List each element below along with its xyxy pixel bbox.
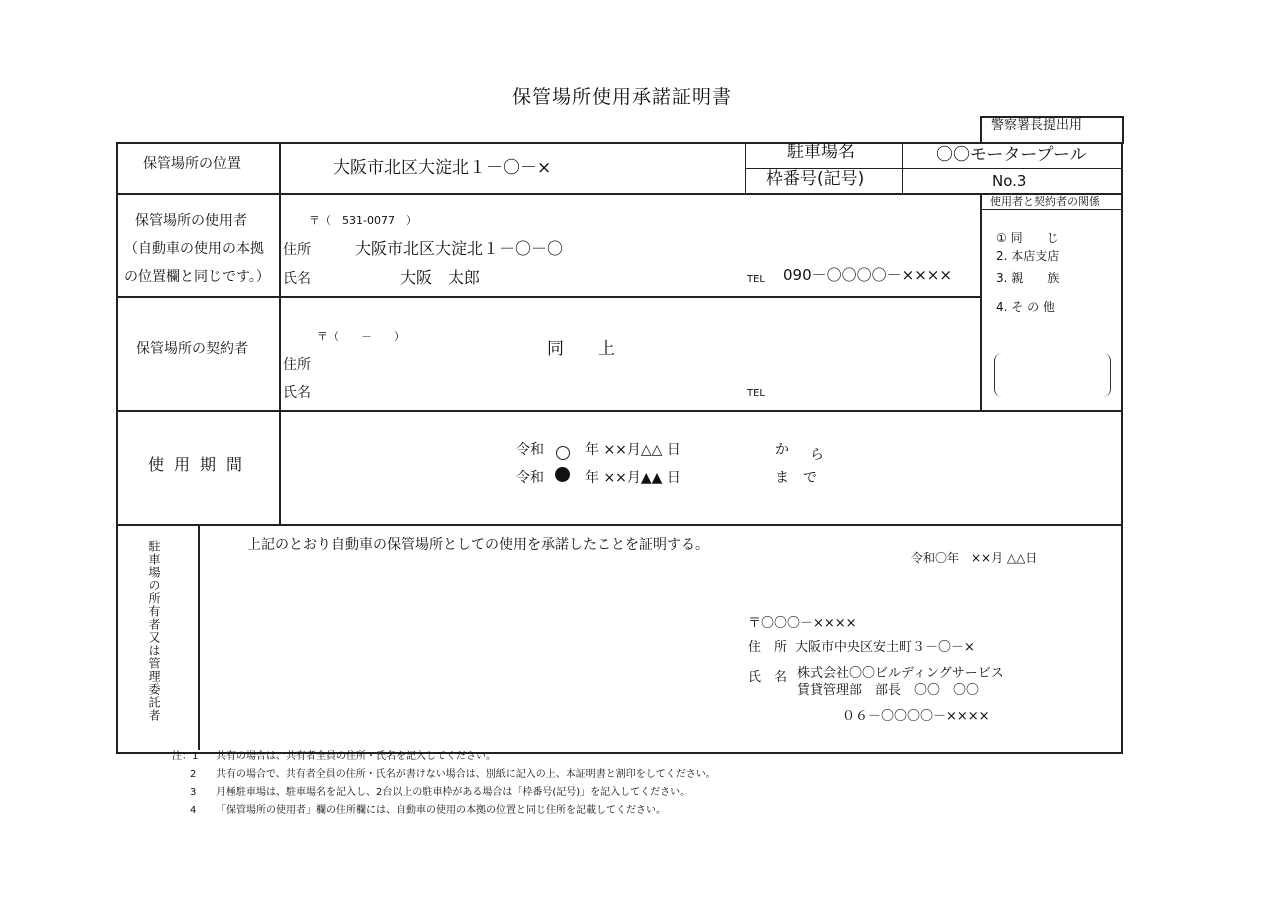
period-label: 使用期間 (148, 455, 253, 474)
parking-name-label: 駐車場名 (787, 142, 855, 162)
note-4: 「保管場所の使用者」欄の住所欄には、自動車の使用の本拠の位置と同じ住所を記載してください。 (216, 805, 666, 816)
owner-side-label: 駐車場の所有者又は管理委託者 (147, 540, 161, 722)
period-end-era: 令和 (516, 470, 544, 486)
slot-number-value: No.3 (992, 172, 1027, 190)
filled-circle-icon (555, 467, 570, 482)
note-3: 月極駐車場は、駐車場名を記入し、2台以上の駐車枠がある場合は「枠番号(記号)」を記入してください。 (216, 787, 691, 798)
user-address-value: 大阪市北区大淀北１－〇－〇 (355, 239, 564, 258)
contractor-tel-label: TEL (747, 388, 765, 399)
relation-item-same: ① 同 じ (996, 231, 1059, 245)
note-number-3: 3 (190, 787, 197, 798)
owner-name-label: 氏 名 (748, 670, 788, 685)
note-number-4: 4 (190, 805, 197, 816)
owner-tel-value: ０６－〇〇〇〇－×××× (842, 709, 990, 724)
user-postal: 〒（ 531-0077 ） (309, 214, 417, 227)
owner-address-label: 住 所 (748, 640, 788, 655)
user-label-line1: 保管場所の使用者 (135, 213, 247, 229)
note-number-2: 2 (190, 769, 197, 780)
document-title: 保管場所使用承諾証明書 (512, 86, 733, 108)
user-label-line2: （自動車の使用の本拠 (124, 241, 264, 257)
period-start-suffix2: ら (810, 447, 824, 463)
contractor-same-as: 同 上 (547, 339, 615, 359)
other-relation-bracket (994, 353, 1111, 397)
owner-statement: 上記のとおり自動車の保管場所としての使用を承諾したことを証明する。 (247, 537, 709, 553)
period-start-date: 年 ××月△△ 日 (585, 442, 681, 458)
contractor-postal: 〒（ － ） (317, 330, 405, 343)
owner-date: 令和〇年 ××月 △△日 (911, 551, 1038, 565)
user-label-line3: の位置欄と同じです。） (124, 269, 270, 285)
user-address-label: 住所 (283, 242, 311, 258)
contractor-label: 保管場所の契約者 (136, 341, 248, 357)
notes-prefix: 注：1 (172, 751, 199, 762)
relation-item-other: 4. そ の 他 (996, 300, 1055, 314)
owner-name-company: 株式会社〇〇ビルディングサービス (797, 666, 1004, 681)
note-2: 共有の場合で、共有者全員の住所・氏名が書けない場合は、別紙に記入の上、本証明書と割印をしてください。 (216, 769, 716, 780)
owner-address-value: 大阪市中央区安土町３－〇－× (795, 640, 975, 655)
open-circle-icon (556, 446, 570, 460)
user-name-value: 大阪 太郎 (400, 268, 481, 287)
user-tel-label: TEL (747, 274, 765, 285)
submission-stamp-label: 警察署長提出用 (991, 118, 1083, 133)
location-value: 大阪市北区大淀北１－〇－× (333, 158, 552, 178)
owner-name-person: 賃貸管理部 部長 〇〇 〇〇 (797, 683, 980, 698)
relation-header: 使用者と契約者の関係 (990, 195, 1100, 208)
relation-item-relative: 3. 親 族 (996, 271, 1060, 285)
parking-name-value: 〇〇モータープール (936, 145, 1087, 165)
relation-item-branch: 2. 本店支店 (996, 249, 1060, 263)
note-1: 共有の場合は、共有者全員の住所・氏名を記入してください。 (216, 751, 496, 762)
user-tel-value: 090－〇〇〇〇－×××× (783, 266, 952, 284)
period-end-date: 年 ××月▲▲ 日 (585, 470, 681, 486)
location-label: 保管場所の位置 (143, 156, 241, 172)
contractor-name-label: 氏名 (283, 385, 311, 401)
period-start-era: 令和 (516, 442, 544, 458)
period-start-suffix: か (775, 442, 789, 458)
period-end-suffix: ま で (775, 470, 817, 486)
slot-number-label: 枠番号(記号) (766, 169, 865, 189)
contractor-address-label: 住所 (283, 357, 311, 373)
owner-postal: 〒〇〇〇－×××× (748, 616, 857, 631)
user-name-label: 氏名 (283, 271, 311, 287)
